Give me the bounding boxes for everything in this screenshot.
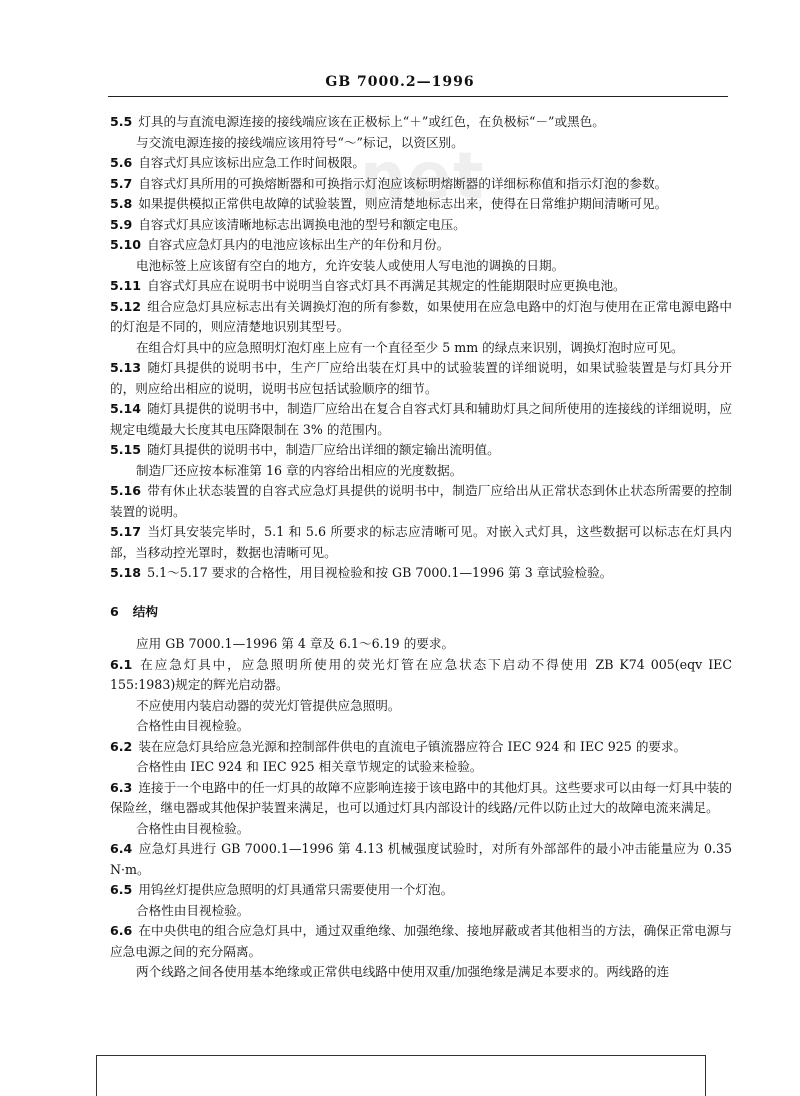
clause-paragraph (110, 174, 732, 195)
section-title: 结构 (132, 603, 158, 619)
clause-text: 应用 GB 7000.1—1996 第 4 章及 6.1～6.19 的要求。 (136, 636, 455, 651)
clause-number: 5.8 (110, 196, 133, 211)
clause-paragraph (110, 235, 732, 256)
clause-text: 制造厂还应按本标准第 16 章的内容给出相应的光度数据。 (136, 462, 463, 478)
clause-number: 5.16 (110, 483, 142, 498)
clause-paragraph (110, 399, 732, 440)
clause-paragraph (110, 256, 732, 277)
clause-text: 合格性由 IEC 924 和 IEC 925 相关章节规定的试验来检验。 (136, 759, 483, 774)
clause-number: 6.2 (110, 738, 133, 754)
clause-number: 5.9 (110, 216, 133, 232)
clause-paragraph (110, 358, 732, 399)
section-heading (110, 602, 732, 623)
document-body (110, 112, 732, 983)
clause-text: 用钨丝灯提供应急照明的灯具通常只需要使用一个灯泡。 (138, 882, 454, 897)
clause-paragraph (110, 194, 732, 215)
clause-text: 自容式灯具应该标出应急工作时间极限。 (138, 155, 365, 170)
clause-text: 合格性由目视检验。 (136, 820, 250, 836)
clause-number: 6.3 (110, 779, 133, 795)
clause-text: 随灯具提供的说明书中，制造厂应给出详细的额定输出流明值。 (147, 442, 500, 457)
clause-text: 连接于一个电路中的任一灯具的故障不应影响连接于该电路中的其他灯具。这些要求可以由每一灯具中装的保险丝，继电器或其他保护装置来满足，也可以通过灯具内部设计的线路/元件以防止过大的故障电流来满足。 (110, 779, 732, 815)
clause-paragraph (110, 461, 732, 482)
clause-number: 5.7 (110, 175, 133, 191)
clauses-section-5 (110, 112, 732, 584)
clause-text: 装在应急灯具给应急光源和控制部件供电的直流电子镇流器应符合 IEC 924 和 IEC 925 的要求。 (138, 738, 687, 754)
clause-number: 5.10 (110, 237, 142, 252)
clause-paragraph (110, 481, 732, 522)
clause-paragraph (110, 901, 732, 922)
clause-paragraph (110, 297, 732, 338)
clause-paragraph (110, 757, 732, 778)
clause-number: 5.18 (110, 565, 142, 580)
clause-paragraph (110, 819, 732, 840)
clause-paragraph (110, 522, 732, 563)
clause-text: 当灯具安装完毕时，5.1 和 5.6 所要求的标志应清晰可见。对嵌入式灯具，这些数据可以标志在灯具内部，当移动控光罩时，数据也清晰可见。 (110, 524, 732, 560)
clause-paragraph (110, 634, 732, 655)
clause-text: 自容式应急灯具内的电池应该标出生产的年份和月份。 (147, 237, 450, 252)
clause-paragraph (110, 112, 732, 133)
clause-number: 5.15 (110, 442, 142, 457)
header-rule (108, 96, 728, 97)
clause-number: 5.14 (110, 401, 142, 416)
clause-number: 5.11 (110, 278, 142, 293)
clause-number: 6.4 (110, 841, 133, 856)
clause-number: 5.12 (110, 298, 142, 314)
clause-text: 如果提供模拟正常供电故障的试验装置，则应清楚地标志出来，使得在日常维护期间清晰可见。 (138, 196, 668, 211)
clause-text: 两个线路之间各使用基本绝缘或正常供电线路中使用双重/加强绝缘是满足本要求的。两线路的连 (136, 964, 670, 979)
clause-text: 随灯具提供的说明书中，制造厂应给出在复合自容式灯具和辅助灯具之间所使用的连接线的详细说明，应规定电缆最大长度其电压降限制在 3% 的范围内。 (110, 401, 732, 437)
clause-text: 电池标签上应该留有空白的地方，允许安装人或使用人写电池的调换的日期。 (136, 257, 565, 273)
clause-paragraph (110, 921, 732, 962)
clause-paragraph (110, 962, 732, 983)
clause-text: 自容式灯具应该清晰地标志出调换电池的型号和额定电压。 (138, 216, 466, 232)
clause-number: 5.6 (110, 155, 133, 170)
clause-number: 6.1 (110, 656, 133, 672)
clause-number: 6.6 (110, 923, 133, 938)
clause-text: 组合应急灯具应标志出有关调换灯泡的所有参数，如果使用在应急电路中的灯泡与使用在正常电源电路中的灯泡是不同的，则应清楚地识别其型号。 (110, 298, 732, 334)
clause-paragraph (110, 133, 732, 154)
clause-text: 灯具的与直流电源连接的接线端应该在正极标上“＋”或红色，在负极标“－”或黑色。 (138, 114, 605, 129)
clause-paragraph (110, 153, 732, 174)
clause-paragraph (110, 839, 732, 880)
clause-text: 在组合灯具中的应急照明灯泡灯座上应有一个直径至少 5 mm 的绿点来识别，调换灯泡时应可见。 (136, 339, 684, 355)
clause-paragraph (110, 880, 732, 901)
clause-text: 5.1～5.17 要求的合格性，用目视检验和按 GB 7000.1—1996 第 3 章试验检验。 (147, 565, 613, 580)
clause-text: 在中央供电的组合应急灯具中，通过双重绝缘、加强绝缘、接地屏蔽或者其他相当的方法，确保正常电源与应急电源之间的充分隔离。 (110, 923, 732, 959)
clause-text: 随灯具提供的说明书中，生产厂应给出装在灯具中的试验装置的详细说明，如果试验装置是与灯具分开的，则应给出相应的说明，说明书应包括试验顺序的细节。 (110, 360, 732, 396)
clause-number: 6.5 (110, 882, 133, 897)
clause-text: 不应使用内装启动器的荧光灯管提供应急照明。 (136, 697, 401, 713)
clause-paragraph (110, 716, 732, 737)
clause-paragraph (110, 440, 732, 461)
clause-number: 5.5 (110, 114, 133, 129)
clause-paragraph (110, 215, 732, 236)
clause-text: 合格性由目视检验。 (136, 718, 250, 733)
clauses-section-6 (110, 634, 732, 983)
clause-text: 在应急灯具中，应急照明所使用的荧光灯管在应急状态下启动不得使用 ZB K74 005(eqv IEC 155:1983)规定的辉光启动器。 (110, 656, 732, 692)
clause-text: 与交流电源连接的接线端应该用符号“～”标记，以资区别。 (136, 134, 464, 150)
watermark: net (360, 140, 486, 214)
clause-text: 自容式灯具所用的可换熔断器和可换指示灯泡应该标明熔断器的详细标称值和指示灯泡的参数。 (138, 175, 668, 191)
standard-header: GB 7000.2—1996 (325, 74, 475, 90)
clause-number: 5.13 (110, 360, 142, 375)
clause-paragraph (110, 655, 732, 696)
clause-paragraph (110, 563, 732, 584)
clause-text: 带有休止状态装置的自容式应急灯具提供的说明书中，制造厂应给出从正常状态到休止状态所需要的控制装置的说明。 (110, 483, 732, 519)
clause-paragraph (110, 778, 732, 819)
clause-number: 5.17 (110, 524, 142, 539)
section-number: 6 (110, 603, 119, 619)
clause-text: 自容式灯具应在说明书中说明当自容式灯具不再满足其规定的性能期限时应更换电池。 (147, 278, 626, 293)
clause-paragraph (110, 276, 732, 297)
clause-paragraph (110, 737, 732, 758)
clause-text: 应急灯具进行 GB 7000.1—1996 第 4.13 机械强度试验时，对所有外部部件的最小冲击能量应为 0.35 N·m。 (110, 841, 732, 877)
clause-text: 合格性由目视检验。 (136, 902, 250, 918)
clause-paragraph (110, 338, 732, 359)
clause-paragraph (110, 696, 732, 717)
